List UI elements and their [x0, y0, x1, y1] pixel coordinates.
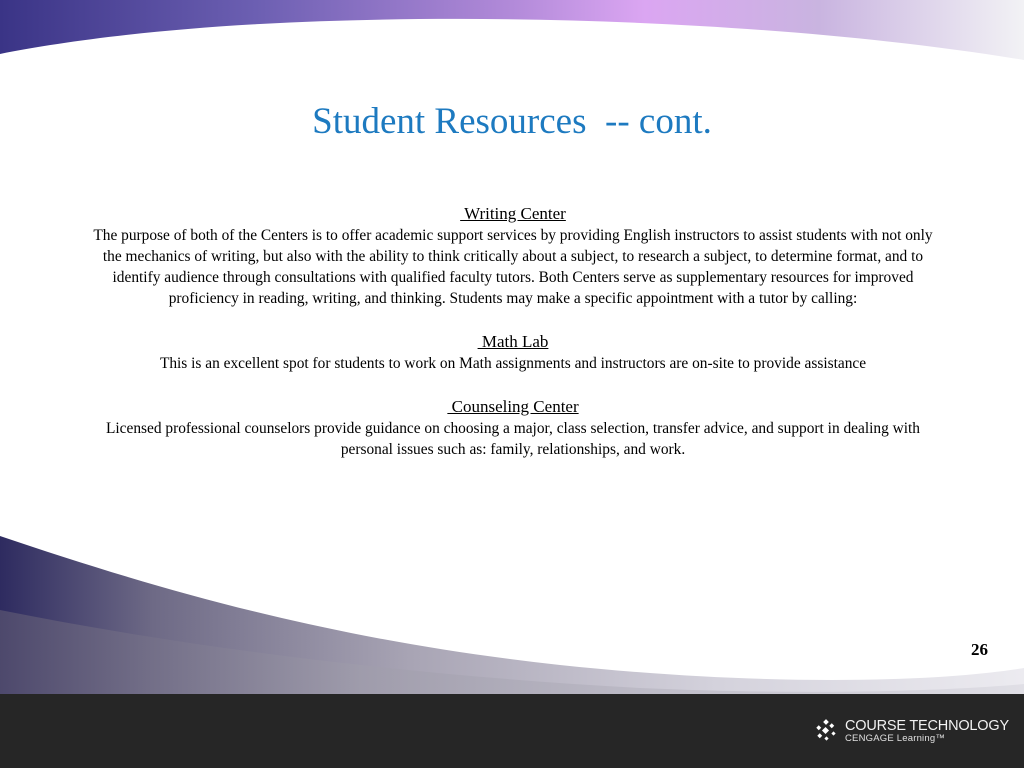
math-lab-description: This is an excellent spot for students to work on Math assignments and instructors are on-site to provide assistance — [159, 355, 867, 372]
counseling-center-heading: Counseling Center — [447, 397, 579, 416]
course-technology-logo — [815, 715, 1009, 747]
logo-cengage-learning-text: CENGAGE Learning™ — [845, 733, 946, 744]
logo-course-technology-text: COURSE TECHNOLOGY — [845, 717, 1009, 734]
cengage-logo-icon — [815, 719, 839, 743]
math-lab-section — [88, 330, 938, 374]
slide-title: Student Resources -- cont. — [312, 101, 712, 142]
counseling-center-description: Licensed professional counselors provide guidance on choosing a major, class selection, transfer advice, and support in dealing with personal issues such as: family, relationships, and work. — [106, 420, 920, 458]
math-lab-heading: Math Lab — [477, 332, 549, 351]
writing-center-description: The purpose of both of the Centers is to offer academic support services by providing English instructors to assist students with not only the mechanics of writing, but also with the ability to think critically about a subject, to research a subject, to determine format, and to identify audience through consultations with qualified faculty tutors. Both Centers serve as supplementary resources for improved proficiency in reading, writing, and thinking. Students may make a specific appointment with a tutor by calling: — [93, 227, 933, 307]
slide-content — [88, 202, 938, 481]
counseling-center-section — [88, 395, 938, 460]
writing-center-heading: Writing Center — [460, 204, 566, 223]
logo-text — [845, 719, 1009, 744]
page-number: 26 — [971, 640, 988, 659]
writing-center-section — [88, 202, 938, 309]
